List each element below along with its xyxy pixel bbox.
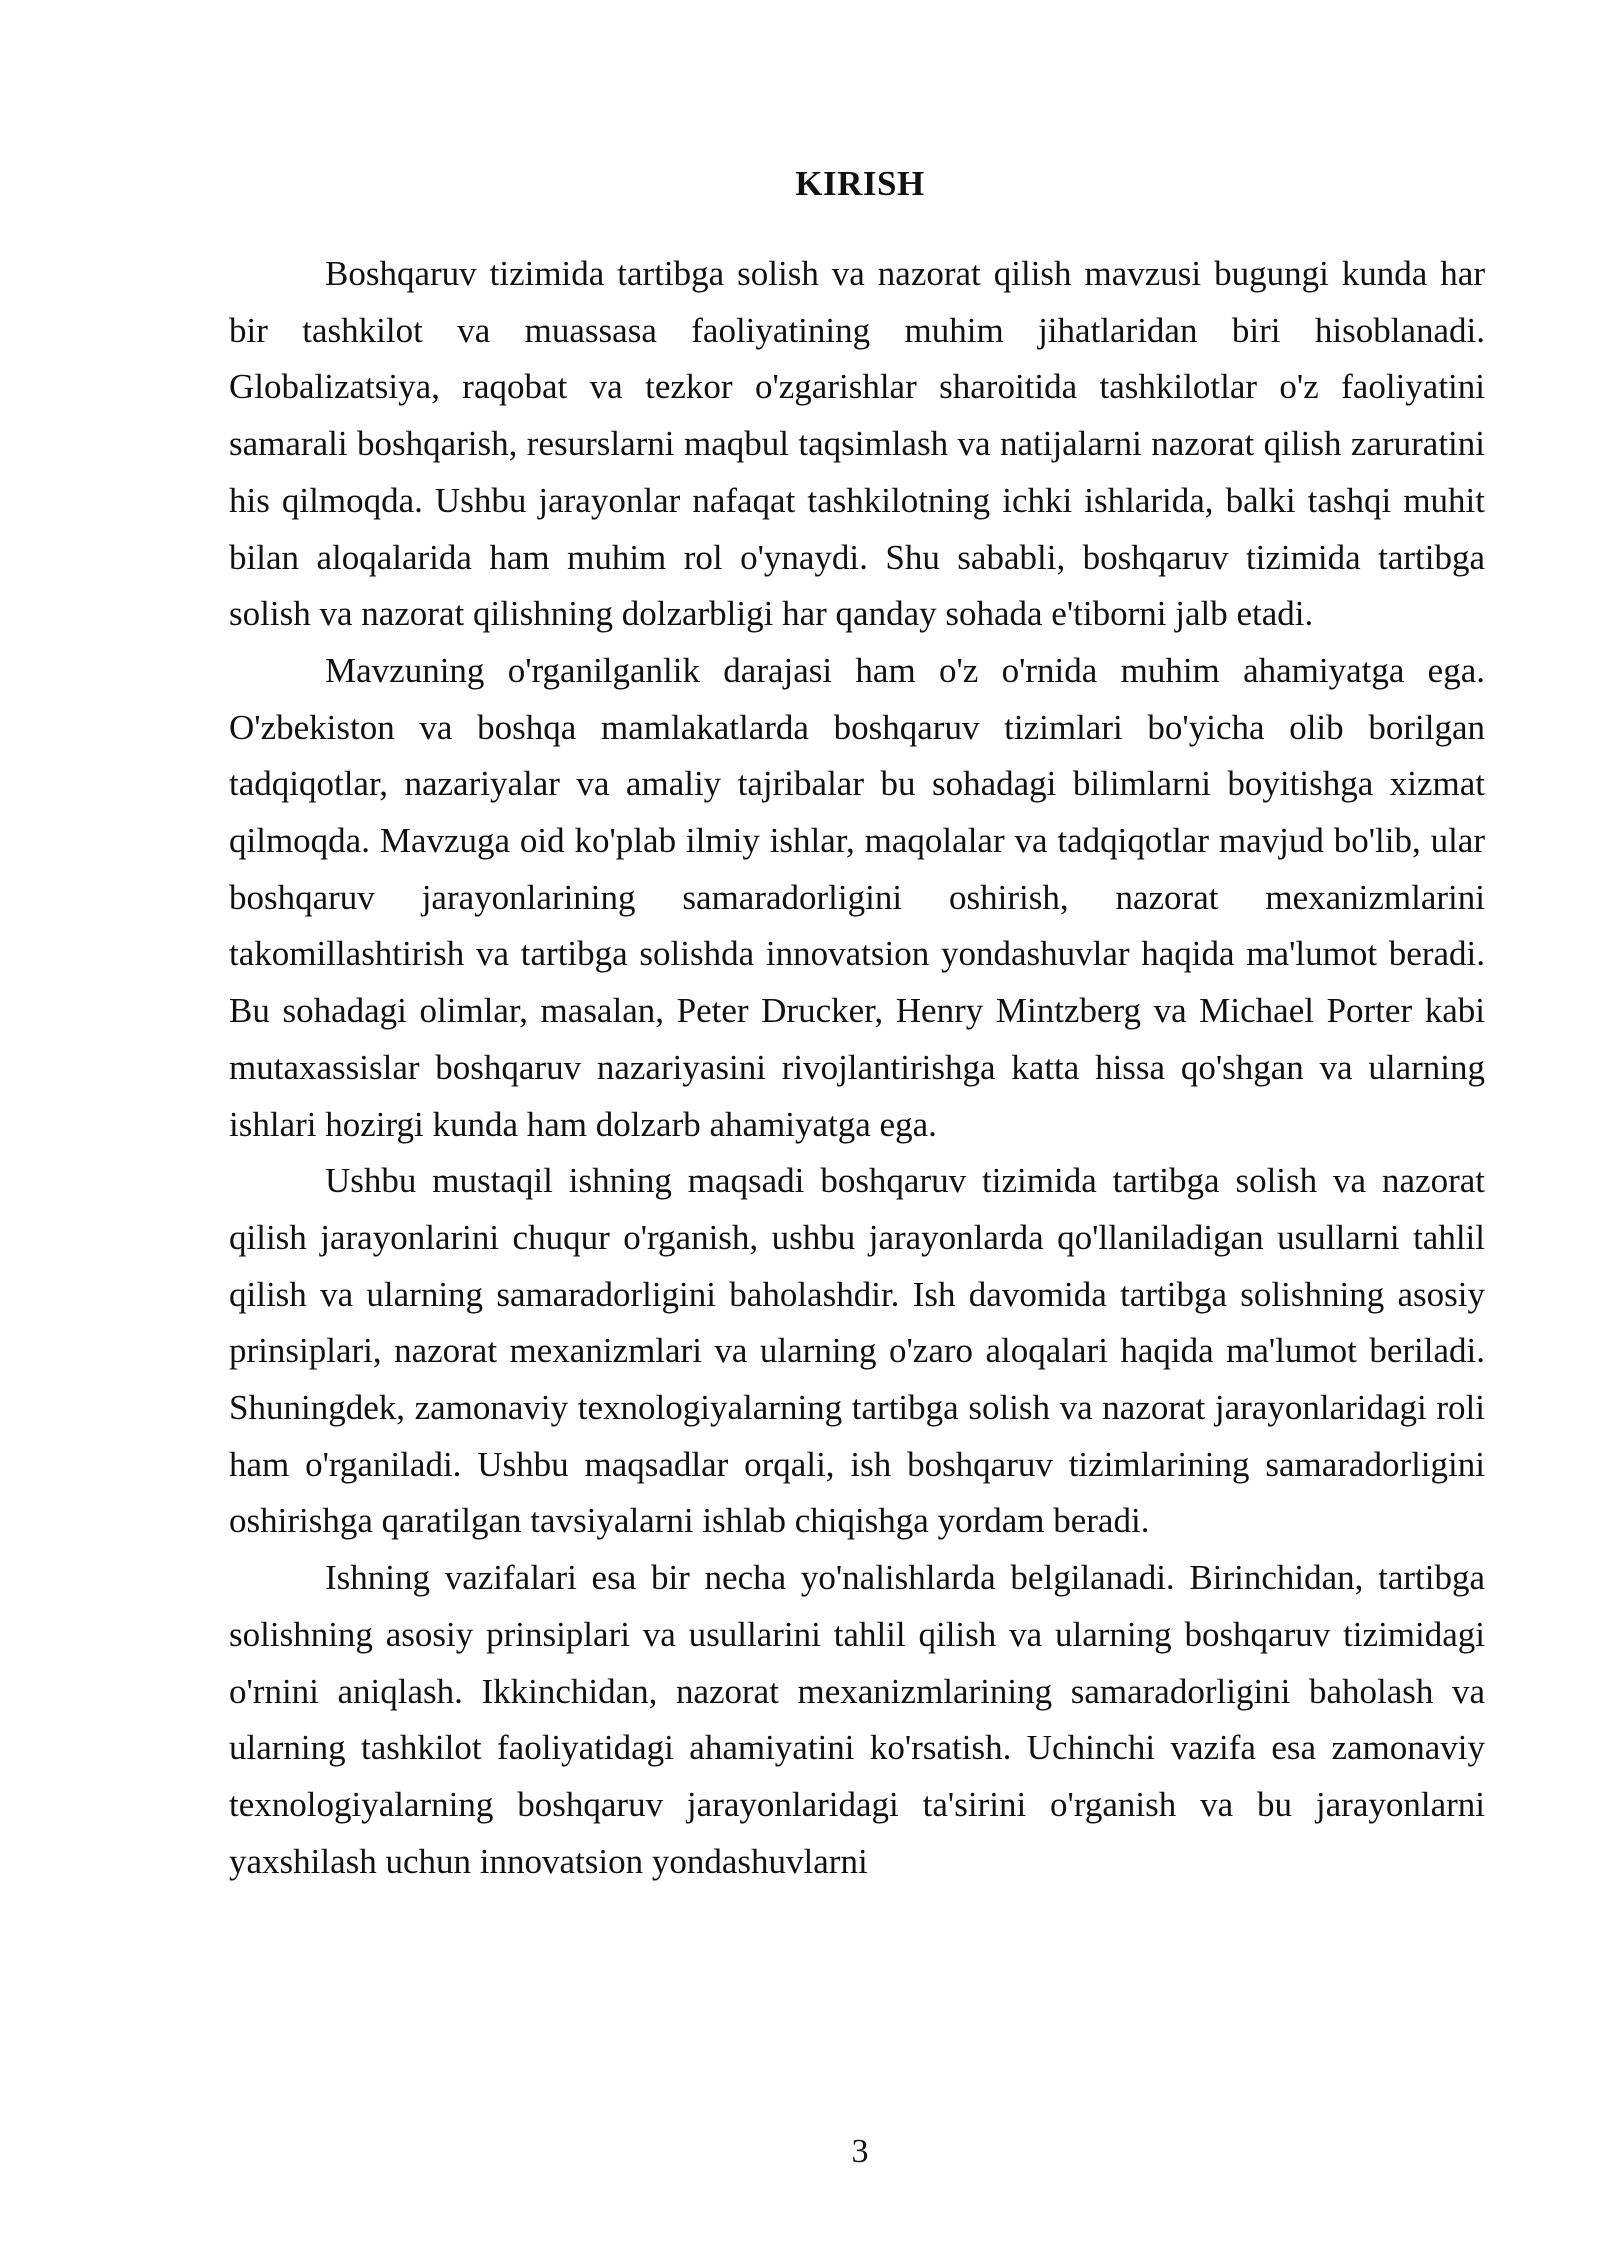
- body-text: [229, 246, 1485, 1890]
- paragraph-1: Boshqaruv tizimida tartibga solish va nazorat qilish mavzusi bugungi kunda har bir tashkilot va muassasa faoliyatining muhim jihatlaridan biri hisoblanadi. Globalizatsiya, raqobat va tezkor o'zgarishlar sharoitida tashkilotlar o'z faoliyatini samarali boshqarish, resurslarni maqbul taqsimlash va natijalarni nazorat qilish zaruratini his qilmoqda. Ushbu jarayonlar nafaqat tashkilotning ichki ishlarida, balki tashqi muhit bilan aloqalarida ham muhim rol o'ynaydi. Shu sababli, boshqaruv tizimida tartibga solish va nazorat qilishning dolzarbligi har qanday sohada e'tiborni jalb etadi.: [229, 254, 1485, 634]
- paragraph-4: Ishning vazifalari esa bir necha yo'nalishlarda belgilanadi. Birinchidan, tartibga solishning asosiy prinsiplari va usullarini tahlil qilish va ularning boshqaruv tizimidagi o'rnini aniqlash. Ikkinchidan, nazorat mexanizmlarining samaradorligini baholash va ularning tashkilot faoliyatidagi ahamiyatini ko'rsatish. Uchinchi vazifa esa zamonaviy texnologiyalarning boshqaruv jarayonlaridagi ta'sirini o'rganish va bu jarayonlarni yaxshilash uchun innovatsion yondashuvlarni: [229, 1558, 1485, 1881]
- page-number: 3: [851, 2133, 869, 2170]
- paragraph-2: Mavzuning o'rganilganlik darajasi ham o'z o'rnida muhim ahamiyatga ega. O'zbekiston va boshqa mamlakatlarda boshqaruv tizimlari bo'yicha olib borilgan tadqiqotlar, nazariyalar va amaliy tajribalar bu sohadagi bilimlarni boyitishga xizmat qilmoqda. Mavzuga oid ko'plab ilmiy ishlar, maqolalar va tadqiqotlar mavjud bo'lib, ular boshqaruv jarayonlarining samaradorligini oshirish, nazorat mexanizmlarini takomillashtirish va tartibga solishda innovatsion yondashuvlar haqida ma'lumot beradi. Bu sohadagi olimlar, masalan, Peter Drucker, Henry Mintzberg va Michael Porter kabi mutaxassislar boshqaruv nazariyasini rivojlantirishga katta hissa qo'shgan va ularning ishlari hozirgi kunda ham dolzarb ahamiyatga ega.: [229, 650, 1485, 1144]
- section-heading: KIRISH: [795, 164, 925, 203]
- paragraph-3: Ushbu mustaqil ishning maqsadi boshqaruv tizimida tartibga solish va nazorat qilish jarayonlarini chuqur o'rganish, ushbu jarayonlarda qo'llaniladigan usullarni tahlil qilish va ularning samaradorligini baholashdir. Ish davomida tartibga solishning asosiy prinsiplari, nazorat mexanizmlari va ularning o'zaro aloqalari haqida ma'lumot beriladi. Shuningdek, zamonaviy texnologiyalarning tartibga solish va nazorat jarayonlaridagi roli ham o'rganiladi. Ushbu maqsadlar orqali, ish boshqaruv tizimlarining samaradorligini oshirishga qaratilgan tavsiyalarni ishlab chiqishga yordam beradi.: [229, 1161, 1485, 1541]
